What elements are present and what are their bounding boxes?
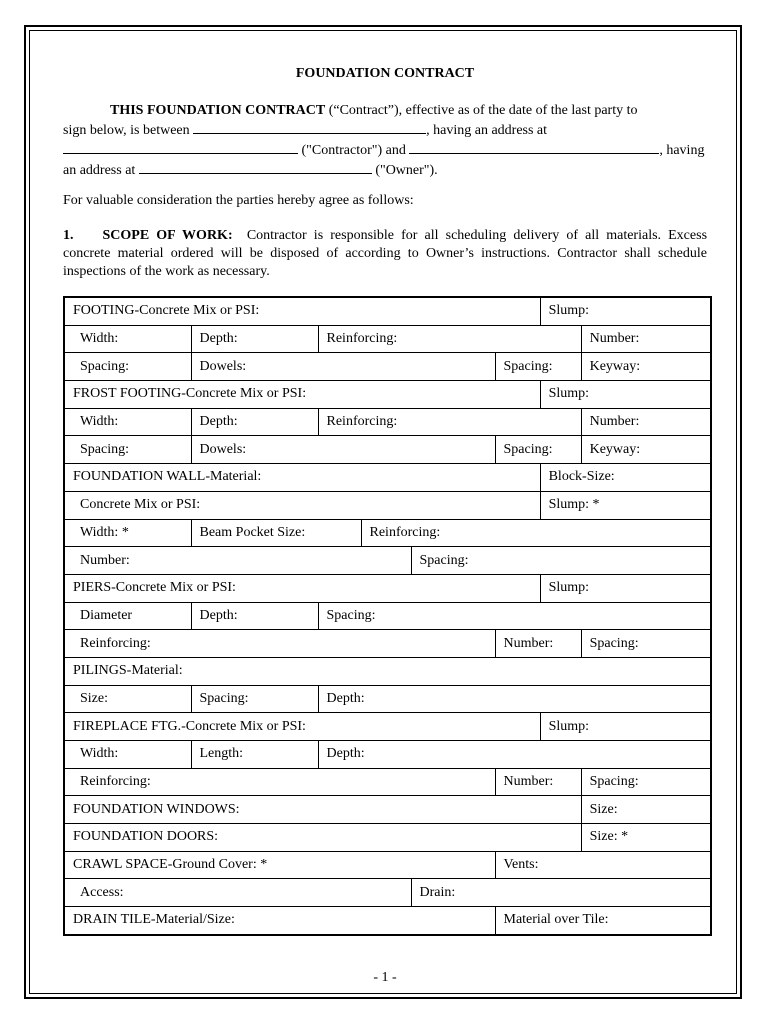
fireplace-mix-cell[interactable]: FIREPLACE FTG.-Concrete Mix or PSI: xyxy=(64,713,540,741)
piers-depth-cell[interactable]: Depth: xyxy=(191,602,318,630)
piers-reinforcing-cell[interactable]: Reinforcing: xyxy=(64,630,495,658)
footing-dowel-spacing-cell[interactable]: Spacing: xyxy=(495,353,581,381)
foundation-doors-cell[interactable]: FOUNDATION DOORS: xyxy=(64,824,581,852)
foundation-wall-spacing-cell[interactable]: Spacing: xyxy=(411,547,711,575)
fireplace-slump-cell[interactable]: Slump: xyxy=(540,713,711,741)
frost-footing-number-cell[interactable]: Number: xyxy=(581,408,711,436)
foundation-wall-number-cell[interactable]: Number: xyxy=(64,547,411,575)
frost-footing-reinforcing-cell[interactable]: Reinforcing: xyxy=(318,408,581,436)
section-1-body: Contractor is responsible for all scheduling delivery of all materials. Excess concrete material ordered will be disposed of according to Owner’s instructions. Contractor shall schedule inspections of the work as necessary. xyxy=(63,228,708,279)
fireplace-length-cell[interactable]: Length: xyxy=(191,741,318,769)
table-row xyxy=(64,602,711,630)
table-row xyxy=(64,547,711,575)
piers-mix-cell[interactable]: PIERS-Concrete Mix or PSI: xyxy=(64,574,540,602)
pilings-material-cell[interactable]: PILINGS-Material: xyxy=(64,657,711,685)
foundation-wall-beam-pocket-cell[interactable]: Beam Pocket Size: xyxy=(191,519,361,547)
foundation-windows-cell[interactable]: FOUNDATION WINDOWS: xyxy=(64,796,581,824)
frost-footing-spacing-cell[interactable]: Spacing: xyxy=(64,436,191,464)
footing-mix-cell[interactable]: FOOTING-Concrete Mix or PSI: xyxy=(64,297,540,325)
pilings-depth-cell[interactable]: Depth: xyxy=(318,685,711,713)
footing-reinforcing-cell[interactable]: Reinforcing: xyxy=(318,325,581,353)
owner-name-field[interactable] xyxy=(409,140,659,154)
crawl-space-ground-cover-cell[interactable]: CRAWL SPACE-Ground Cover: * xyxy=(64,851,495,879)
table-row xyxy=(64,325,711,353)
intro-bold-lead: THIS FOUNDATION CONTRACT xyxy=(110,103,326,118)
pilings-size-cell[interactable]: Size: xyxy=(64,685,191,713)
table-row xyxy=(64,713,711,741)
crawl-space-vents-cell[interactable]: Vents: xyxy=(495,851,711,879)
fireplace-depth-cell[interactable]: Depth: xyxy=(318,741,711,769)
foundation-spec-table xyxy=(63,296,712,936)
fireplace-width-cell[interactable]: Width: xyxy=(64,741,191,769)
document-title: FOUNDATION CONTRACT xyxy=(295,66,475,81)
table-row xyxy=(64,907,711,935)
foundation-wall-width-cell[interactable]: Width: * xyxy=(64,519,191,547)
table-row xyxy=(64,685,711,713)
table-row xyxy=(64,519,711,547)
fireplace-spacing-cell[interactable]: Spacing: xyxy=(581,768,711,796)
piers-slump-cell[interactable]: Slump: xyxy=(540,574,711,602)
footing-depth-cell[interactable]: Depth: xyxy=(191,325,318,353)
frost-footing-slump-cell[interactable]: Slump: xyxy=(540,381,711,409)
piers-number-cell[interactable]: Number: xyxy=(495,630,581,658)
table-row xyxy=(64,381,711,409)
frost-footing-dowel-spacing-cell[interactable]: Spacing: xyxy=(495,436,581,464)
foundation-windows-size-cell[interactable]: Size: xyxy=(581,796,711,824)
table-row xyxy=(64,491,711,519)
foundation-wall-reinforcing-cell[interactable]: Reinforcing: xyxy=(361,519,711,547)
table-row xyxy=(64,464,711,492)
table-row xyxy=(64,297,711,325)
frost-footing-depth-cell[interactable]: Depth: xyxy=(191,408,318,436)
section-1-heading: SCOPE OF WORK: xyxy=(102,228,233,243)
table-row xyxy=(64,824,711,852)
foundation-wall-concrete-cell[interactable]: Concrete Mix or PSI: xyxy=(64,491,540,519)
frost-footing-keyway-cell[interactable]: Keyway: xyxy=(581,436,711,464)
contractor-address-field[interactable] xyxy=(63,140,298,154)
section-1 xyxy=(63,227,707,281)
table-row xyxy=(64,436,711,464)
intro-paragraph: THIS FOUNDATION CONTRACT (“Contract”), effective as of the date of the last party to sign below, is between , having an address at ("Contractor") and , having an address at ("Owner"). xyxy=(63,103,705,178)
frost-footing-dowels-cell[interactable]: Dowels: xyxy=(191,436,495,464)
footing-number-cell[interactable]: Number: xyxy=(581,325,711,353)
foundation-wall-block-size-cell[interactable]: Block-Size: xyxy=(540,464,711,492)
table-row xyxy=(64,574,711,602)
table-row xyxy=(64,796,711,824)
drain-tile-material-over-cell[interactable]: Material over Tile: xyxy=(495,907,711,935)
page-number: - 1 - xyxy=(373,970,397,985)
table-row xyxy=(64,741,711,769)
footing-dowels-cell[interactable]: Dowels: xyxy=(191,353,495,381)
frost-footing-width-cell[interactable]: Width: xyxy=(64,408,191,436)
piers-diameter-cell[interactable]: Diameter xyxy=(64,602,191,630)
owner-address-field[interactable] xyxy=(139,160,372,174)
table-row xyxy=(64,353,711,381)
fireplace-number-cell[interactable]: Number: xyxy=(495,768,581,796)
table-row xyxy=(64,768,711,796)
piers-spacing-cell[interactable]: Spacing: xyxy=(318,602,711,630)
crawl-space-access-cell[interactable]: Access: xyxy=(64,879,411,907)
table-row xyxy=(64,851,711,879)
piers-reinforcing-spacing-cell[interactable]: Spacing: xyxy=(581,630,711,658)
footing-keyway-cell[interactable]: Keyway: xyxy=(581,353,711,381)
pilings-spacing-cell[interactable]: Spacing: xyxy=(191,685,318,713)
table-row xyxy=(64,408,711,436)
footing-slump-cell[interactable]: Slump: xyxy=(540,297,711,325)
footing-spacing-cell[interactable]: Spacing: xyxy=(64,353,191,381)
table-row xyxy=(64,630,711,658)
frost-footing-mix-cell[interactable]: FROST FOOTING-Concrete Mix or PSI: xyxy=(64,381,540,409)
consideration-text: For valuable consideration the parties hereby agree as follows: xyxy=(63,193,414,208)
footing-width-cell[interactable]: Width: xyxy=(64,325,191,353)
section-1-number: 1. xyxy=(63,228,74,243)
foundation-wall-slump-cell[interactable]: Slump: * xyxy=(540,491,711,519)
foundation-doors-size-cell[interactable]: Size: * xyxy=(581,824,711,852)
fireplace-reinforcing-cell[interactable]: Reinforcing: xyxy=(64,768,495,796)
crawl-space-drain-cell[interactable]: Drain: xyxy=(411,879,711,907)
foundation-wall-material-cell[interactable]: FOUNDATION WALL-Material: xyxy=(64,464,540,492)
table-row xyxy=(64,657,711,685)
table-row xyxy=(64,879,711,907)
drain-tile-material-cell[interactable]: DRAIN TILE-Material/Size: xyxy=(64,907,495,935)
contractor-name-field[interactable] xyxy=(193,120,426,134)
